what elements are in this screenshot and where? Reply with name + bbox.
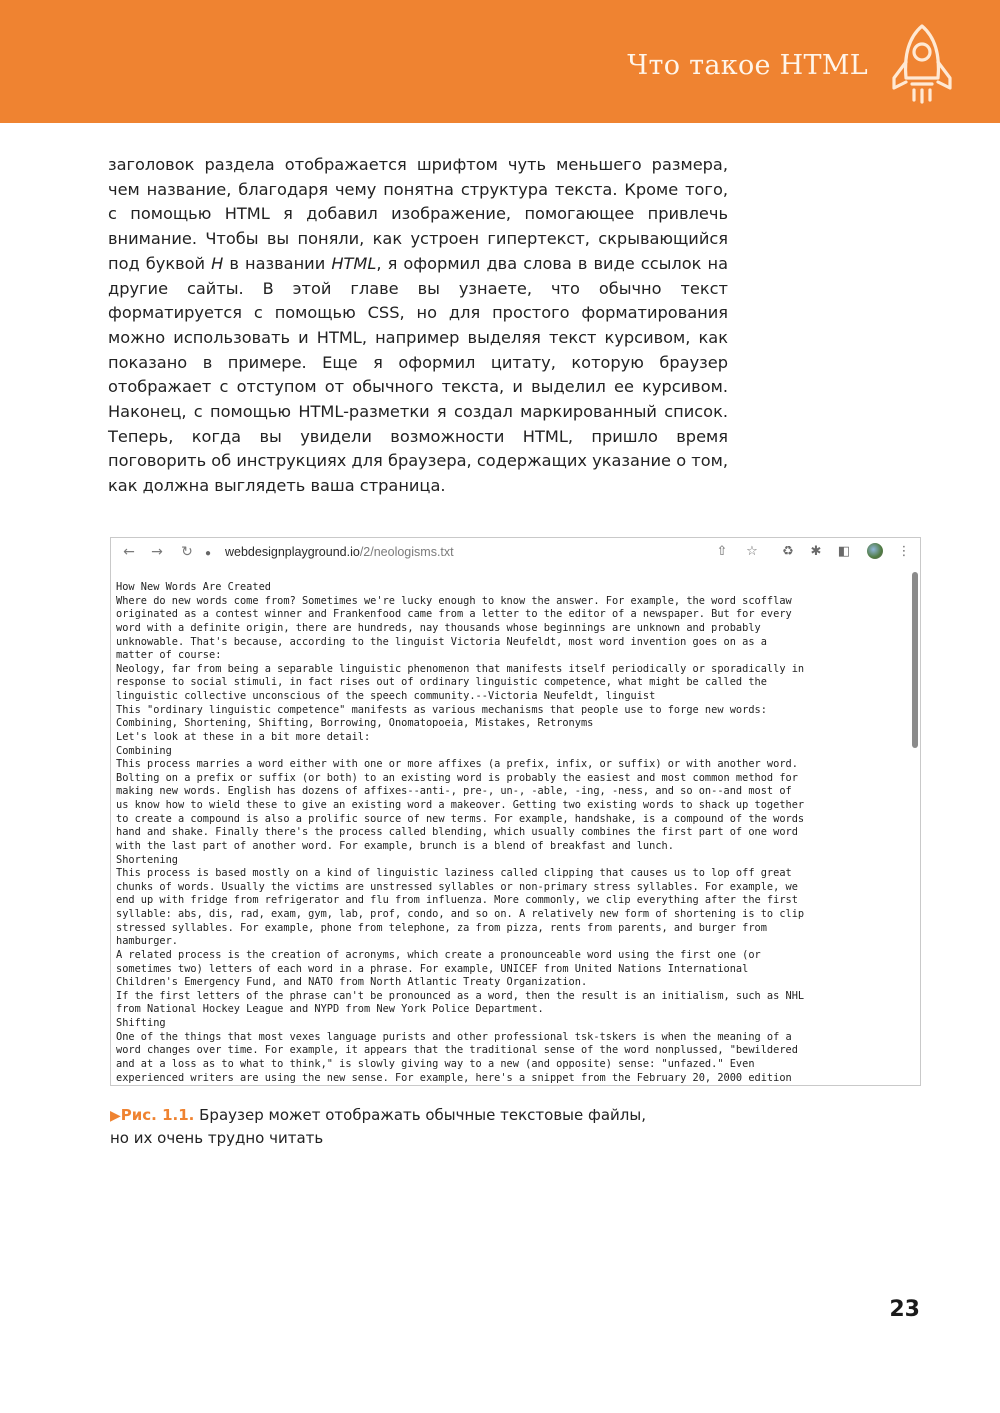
address-bar[interactable] bbox=[205, 542, 709, 562]
text-line: hand and shake. Finally there's the process called blending, which usually combines the first part of one word bbox=[116, 826, 798, 839]
text-line: to create a compound is also a prolific source of new terms. For example, handshake, is a compound of the words bbox=[116, 812, 805, 825]
text-line: This process marries a word either with one or more affixes (a prefix, infix, or suffix) or with another word. bbox=[116, 758, 798, 771]
text-line: response to social stimuli, in fact rises out of ordinary linguistic competence, what might be called the bbox=[116, 676, 767, 689]
reload-icon[interactable]: ↻ bbox=[181, 544, 193, 560]
text-line: unknowable. That's because, according to the linguist Victoria Neufeldt, most word invention goes on as a bbox=[116, 635, 767, 648]
text-line: A related process is the creation of acronyms, which create a pronounceable word using the first one (or bbox=[116, 948, 761, 961]
caption-text-line2: но их очень трудно читать bbox=[110, 1129, 324, 1147]
text-line: originated as a contest winner and Frankenfood came from a letter to the editor of a newspaper. But for every bbox=[116, 608, 792, 621]
address-host: webdesignplayground.io bbox=[225, 545, 360, 559]
text-line: and at a loss as to what to think," is slowly giving way to a new (and opposite) sense: "unfazed." Even bbox=[116, 1057, 755, 1070]
address-path: /2/neologisms.txt bbox=[359, 545, 454, 559]
text-line: hamburger. bbox=[116, 935, 178, 948]
menu-icon[interactable]: ⋮ bbox=[897, 544, 911, 559]
browser-toolbar bbox=[111, 538, 920, 566]
text-line: If the first letters of the phrase can't be pronounced as a word, then the result is an initialism, such as NHL bbox=[116, 989, 805, 1002]
text-line: end up with fridge from refrigerator and flu from influenza. More commonly, we clip everything after the first bbox=[116, 894, 798, 907]
text-line: This process is based mostly on a kind of linguistic laziness called clipping that causes us to lop off great bbox=[116, 867, 792, 880]
text-line: Let's look at these in a bit more detail: bbox=[116, 730, 371, 743]
extensions-icon[interactable]: ♻ bbox=[782, 544, 794, 559]
text-line: Bolting on a prefix or suffix (or both) to an existing word is probably the easiest and most common method for bbox=[116, 771, 798, 784]
body-paragraph: заголовок раздела отображается шрифтом чуть меньшего размера, чем название, благодаря чему понятна структура текста. Кроме того, с помощью HTML я добавил изображение, помогающее привлечь внимание. Чтобы вы поняли, как устроен гипертекст, скрывающийся под буквой H в названии HTML, я оформил два слова в виде ссылок на другие сайты. В этой главе вы узнаете, что обычно текст форматируется с помощью CSS, но для простого форматирования можно использовать и HTML, например выделяя текст курсивом, как показано в примере. Еще я оформил цитату, которую браузер отображает с отступом от обычного текста, и выделил ее курсивом. Наконец, с помощью HTML-разметки я создал маркированный список. Теперь, когда вы увидели возможности HTML, пришло время поговорить об инструкциях для браузера, содержащих указание о том, как должна выглядеть ваша страница. bbox=[108, 155, 728, 496]
text-line: matter of course: bbox=[116, 649, 222, 662]
share-icon[interactable]: ⇧ bbox=[716, 544, 728, 559]
text-line: This "ordinary linguistic competence" manifests as various mechanisms that people use to forge new words: bbox=[116, 703, 767, 716]
text-line: linguistic collective unconscious of the speech community.--Victoria Neufeldt, linguist bbox=[116, 690, 656, 702]
scrollbar[interactable] bbox=[912, 572, 918, 748]
text-line: word changes over time. For example, it appears that the traditional sense of the word nonplussed, "bewildered bbox=[116, 1044, 798, 1057]
figure-label: Рис. 1.1. bbox=[120, 1106, 195, 1124]
forward-arrow-icon[interactable]: → bbox=[151, 544, 163, 560]
sidebar-icon[interactable]: ◧ bbox=[837, 544, 851, 559]
text-line: syllable: abs, dis, rad, exam, gym, lab, prof, condo, and so on. A relatively new form of shortening is to clip bbox=[116, 908, 805, 920]
text-line: Neology, far from being a separable linguistic phenomenon that manifests itself periodically or sporadically in bbox=[116, 662, 805, 675]
text-line: us know how to wield these to give an existing word a makeover. Getting two existing words to shack up together bbox=[116, 799, 805, 811]
text-line: One of the things that most vexes language purists and other professional tsk-tskers is when the meaning of a bbox=[116, 1030, 792, 1043]
text-line: word with a definite origin, there are hundreds, nay thousands whose beginnings are unknown and probably bbox=[116, 621, 761, 634]
text-line: Shortening bbox=[116, 853, 178, 866]
text-line: making new words. English has dozens of affixes--anti-, pre-, un-, -able, -ing, -ness, and so on--and most of bbox=[116, 785, 792, 798]
figure-caption bbox=[110, 1104, 710, 1149]
puzzle-icon[interactable]: ✱ bbox=[810, 544, 822, 559]
text-line: Combining, Shortening, Shifting, Borrowing, Onomatopoeia, Mistakes, Retronyms bbox=[116, 717, 594, 730]
text-line: with the last part of another word. For example, brunch is a blend of breakfast and lunch. bbox=[116, 839, 674, 852]
lock-icon: ● bbox=[205, 548, 212, 559]
star-icon[interactable]: ☆ bbox=[746, 544, 758, 559]
text-line: Shifting bbox=[116, 1017, 166, 1029]
text-line: Combining bbox=[116, 744, 172, 757]
browser-screenshot bbox=[110, 537, 921, 1086]
text-line: chunks of words. Usually the victims are unstressed syllables or non-primary stress syllables. For example, we bbox=[116, 880, 798, 893]
caption-marker-icon: ▶ bbox=[110, 1108, 121, 1124]
text-line: How New Words Are Created bbox=[116, 581, 271, 593]
page-number: 23 bbox=[889, 1297, 920, 1322]
chapter-title: Что такое HTML bbox=[627, 50, 868, 81]
text-line: Children's Emergency Fund, and NATO from North Atlantic Treaty Organization. bbox=[116, 976, 588, 989]
profile-avatar[interactable] bbox=[867, 543, 883, 559]
caption-text-line1: Браузер может отображать обычные текстовые файлы, bbox=[194, 1106, 646, 1124]
text-line: from National Hockey League and NYPD from New York Police Department. bbox=[116, 1003, 544, 1016]
text-line: Where do new words come from? Sometimes we're lucky enough to know the answer. For example, the word scofflaw bbox=[116, 594, 792, 607]
raw-text-content bbox=[116, 581, 911, 1085]
back-arrow-icon[interactable]: ← bbox=[123, 544, 135, 560]
text-line: stressed syllables. For example, phone from telephone, za from pizza, rents from parents, and burger from bbox=[116, 921, 767, 934]
rocket-icon bbox=[886, 22, 958, 106]
text-line: sometimes two) letters of each word in a phrase. For example, UNICEF from United Nations International bbox=[116, 962, 749, 975]
text-line: experienced writers are using the new sense. For example, here's a snippet from the February 20, 2000 edition bbox=[116, 1071, 792, 1084]
